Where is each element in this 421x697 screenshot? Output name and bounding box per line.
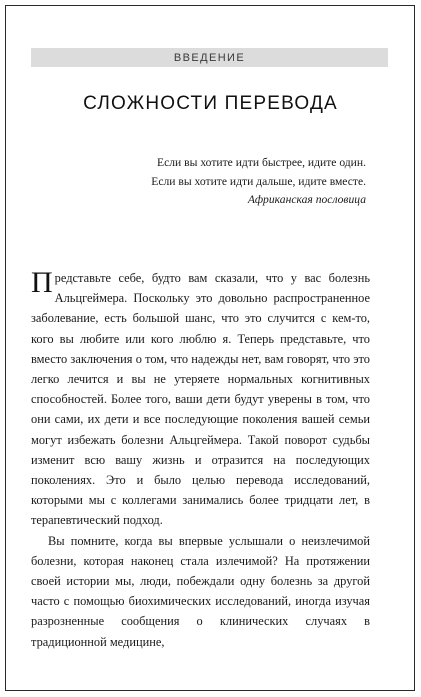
body-text [31,268,370,652]
epigraph-line: Если вы хотите идти дальше, идите вместе. [151,174,366,188]
drop-cap: П [31,266,53,299]
paragraph-text: редставьте себе, будто вам сказали, что у вас болезнь Альцгеймера. Поскольку это довольно распространенное заболевание, есть большой шанс, что это случится с кем-то, кого вы любите или кого люблю я. Теперь представьте, что вместо заключения о том, что надежды нет, вам говорят, что это легко лечится и вы не утеряете нормальных когнитивных способностей. Более того, ваши дети будут уверены в том, что они сами, их дети и все последующие поколения вашей семьи могут избежать болезни Альцгеймера. Такой поворот судьбы изменит всю вашу жизнь и отразится на последующих поколениях. Это и было целью перевода исследований, которыми мы с коллегами занимались более тридцати лет, в терапевтический подход. [31,271,370,528]
section-label: ВВЕДЕНИЕ [173,51,246,64]
chapter-title: СЛОЖНОСТИ ПЕРЕВОДА [83,93,338,114]
epigraph [151,154,366,210]
section-header-bar [31,48,388,67]
paragraph [31,268,370,531]
epigraph-source: Африканская пословица [247,193,366,206]
epigraph-line: Если вы хотите идти быстрее, идите один. [157,156,366,169]
paragraph: Вы помните, когда вы впервые услышали о неизлечимой болезни, которая наконец стала излечимой? На протяжении своей истории мы, люди, побеждали одну болезнь за другой часто с помощью биохимических исследований, иногда изучая разрозненные сообщения о клинических случаях в традиционной медицине, [31,533,370,649]
